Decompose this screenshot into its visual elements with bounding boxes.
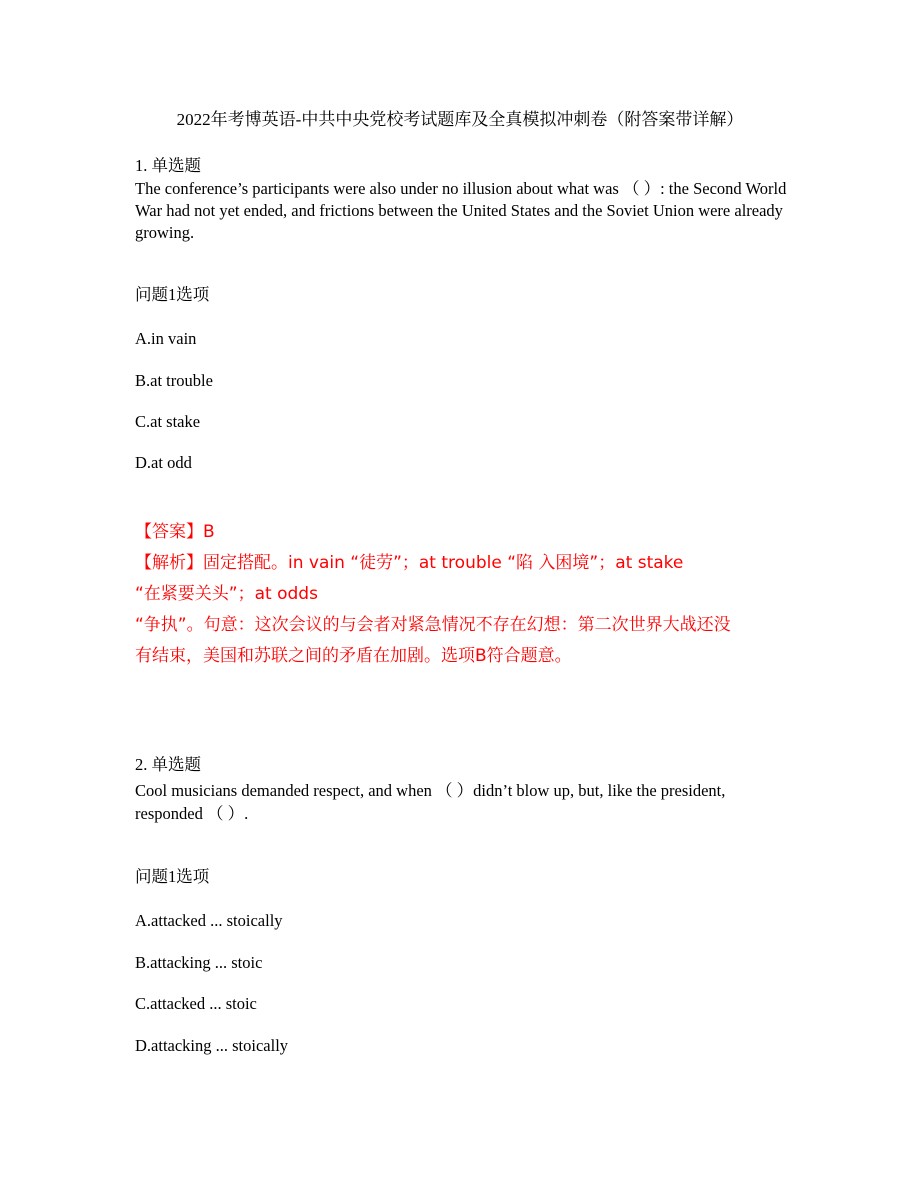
option-c: C.at stake <box>135 412 201 431</box>
explanation-line: 【解析】固定搭配。in vain “徒劳”；at trouble “陷 入困境”；at stake <box>135 553 684 573</box>
option-b: B.attacking ... stoic <box>135 953 263 972</box>
explanation-line: 有结束，美国和苏联之间的矛盾在加剧。选项B符合题意。 <box>135 646 572 666</box>
options-title: 问题1选项 <box>135 285 210 304</box>
question-1 <box>135 155 795 244</box>
option-c: C.attacked ... stoic <box>135 994 257 1013</box>
question-header: 2. 单选题 <box>135 755 201 774</box>
option-a: A.attacked ... stoically <box>135 911 283 930</box>
document-title: 2022年考博英语-中共中央党校考试题库及全真模拟冲刺卷（附答案带详解） <box>176 110 744 129</box>
option-b: B.at trouble <box>135 371 213 390</box>
answer-block <box>135 517 795 672</box>
option-a: A.in vain <box>135 329 197 348</box>
answer-label: 【答案】B <box>135 522 215 542</box>
options-title: 问题1选项 <box>135 867 210 886</box>
question-2 <box>135 754 795 825</box>
explanation-line: “在紧要关头”；at odds <box>135 584 318 604</box>
question-text: Cool musicians demanded respect, and when （ ）didn’t blow up, but, like the president, responded （ ）. <box>135 781 726 823</box>
question-text: The conference’s participants were also under no illusion about what was （ ）: the Second World War had not yet ended, and frictions between the United States and the Soviet Union were already growing. <box>135 179 787 242</box>
option-d: D.attacking ... stoically <box>135 1036 289 1055</box>
explanation-line: “争执”。句意：这次会议的与会者对紧急情况不存在幻想：第二次世界大战还没 <box>135 615 731 635</box>
question-header: 1. 单选题 <box>135 156 201 175</box>
option-d: D.at odd <box>135 453 192 472</box>
